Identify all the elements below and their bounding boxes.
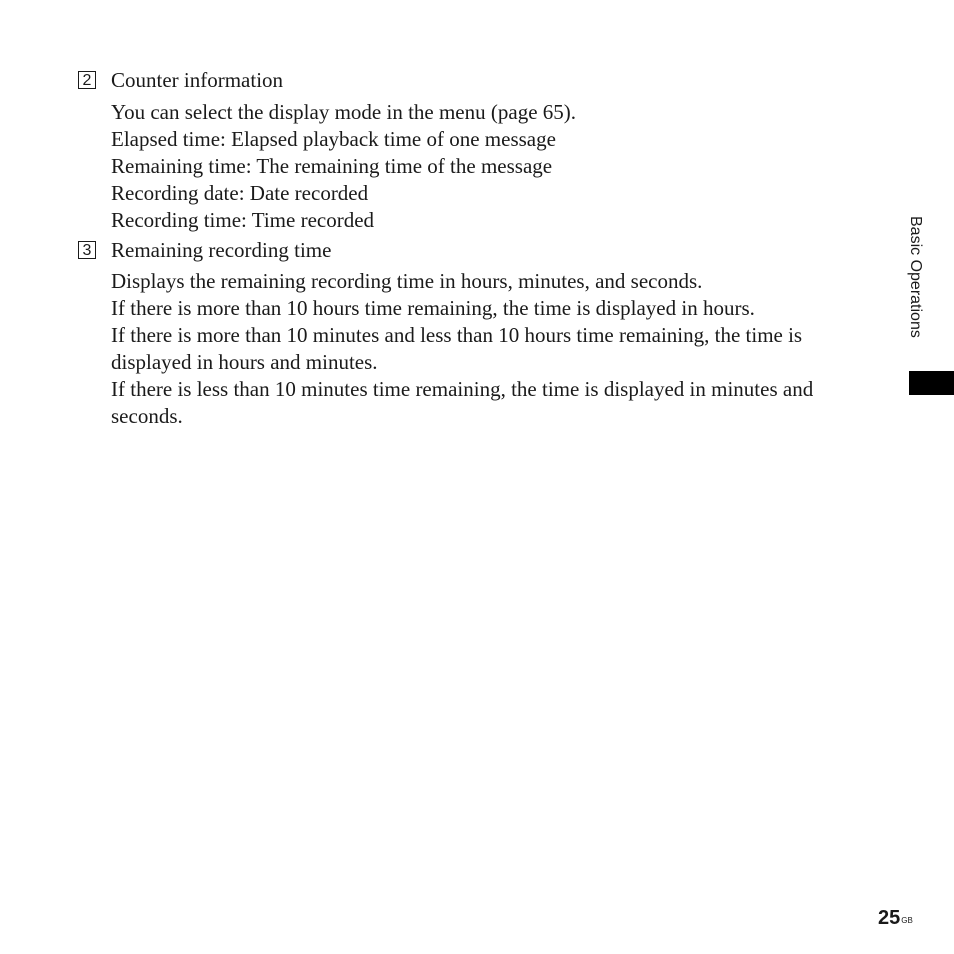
section-heading <box>78 238 858 265</box>
chapter-tab-marker <box>909 371 954 395</box>
body-line: If there is less than 10 minutes time remaining, the time is displayed in minutes and <box>111 377 814 401</box>
body-line: displayed in hours and minutes. <box>111 350 378 374</box>
counter-information-section <box>78 68 858 234</box>
body-line: Elapsed time: Elapsed playback time of one message <box>111 127 556 151</box>
body-line: Recording date: Date recorded <box>111 181 369 205</box>
body-line: Displays the remaining recording time in hours, minutes, and seconds. <box>111 269 703 293</box>
item-number-box: 3 <box>78 241 96 259</box>
section-body <box>111 99 858 234</box>
body-line: Remaining time: The remaining time of the message <box>111 154 553 178</box>
body-line: You can select the display mode in the menu (page 65). <box>111 100 577 124</box>
chapter-side-label: Basic Operations <box>907 216 924 338</box>
body-line: Recording time: Time recorded <box>111 208 375 232</box>
body-line: seconds. <box>111 404 183 428</box>
item-number-box: 2 <box>78 71 96 89</box>
remaining-recording-time-section <box>78 238 858 430</box>
page-number <box>878 906 913 930</box>
section-body <box>111 268 858 430</box>
page-number-value: 25 <box>878 907 901 929</box>
body-line: If there is more than 10 minutes and less than 10 hours time remaining, the time is <box>111 323 803 347</box>
body-line: If there is more than 10 hours time remaining, the time is displayed in hours. <box>111 296 755 320</box>
section-title: Counter information <box>111 68 284 92</box>
page-number-suffix: GB <box>901 916 913 925</box>
section-heading <box>78 68 858 95</box>
section-title: Remaining recording time <box>111 238 332 262</box>
